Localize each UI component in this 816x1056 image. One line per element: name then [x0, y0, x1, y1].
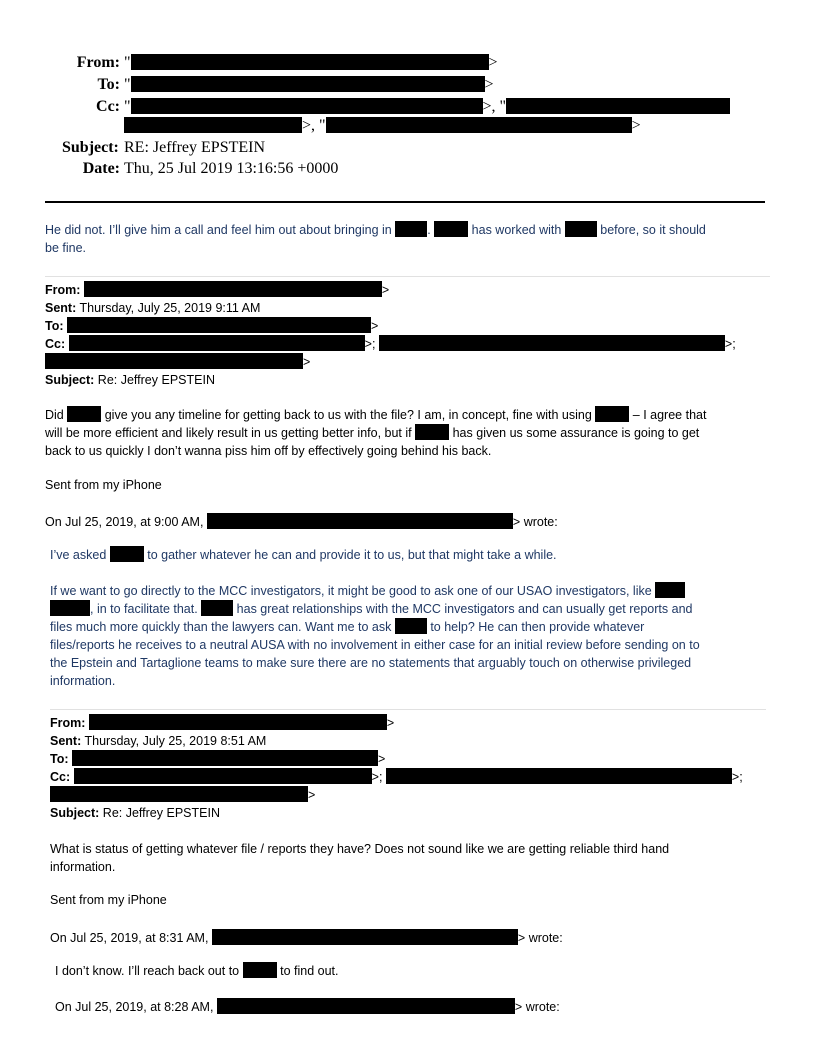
redaction-bar [434, 221, 468, 237]
message-separator [45, 276, 770, 277]
redaction-bar [212, 929, 518, 945]
subject-row: Subject: Re: Jeffrey EPSTEIN [50, 806, 220, 820]
quote-line-2: If we want to go directly to the MCC investigators, it might be good to ask one of our USAO investigators, like [50, 582, 685, 600]
redaction-bar [67, 317, 371, 333]
quote-line-1: I’ve asked to gather whatever he can and provide it to us, but that might take a while. [50, 548, 557, 562]
subject-label: Subject: [62, 139, 119, 156]
from-row: From: > [50, 716, 395, 730]
redaction-bar [74, 768, 372, 784]
quote-line-1: I don’t know. I’ll reach back out to to find out. [55, 964, 339, 978]
date-value: Thu, 25 Jul 2019 13:16:56 +0000 [124, 160, 339, 177]
reply-line-2: be fine. [45, 241, 87, 255]
quote-line-7: information. [50, 674, 116, 688]
sent-from-iphone: Sent from my iPhone [50, 893, 167, 907]
subject-row: Subject: Re: Jeffrey EPSTEIN [45, 373, 215, 387]
subject-value: RE: Jeffrey EPSTEIN [124, 139, 266, 156]
redaction-bar [565, 221, 597, 237]
from-value: " > [124, 54, 498, 71]
sent-row: Sent: Thursday, July 25, 2019 9:11 AM [45, 301, 261, 315]
cc-label: Cc: [96, 98, 120, 115]
from-label: From: [76, 54, 120, 71]
redaction-bar [207, 513, 513, 529]
redaction-bar [131, 54, 489, 70]
body-line-2: information. [50, 860, 116, 874]
redaction-bar [50, 786, 308, 802]
redaction-bar [506, 98, 730, 114]
from-row: From: > [45, 283, 390, 297]
redaction-bar [243, 962, 277, 978]
reply-line-1: He did not. I’ll give him a call and feel him out about bringing in . has worked with before, so it should [45, 223, 706, 237]
redaction-bar [131, 76, 485, 92]
cc-value: " >, " [124, 98, 730, 116]
redaction-bar [595, 406, 629, 422]
redaction-bar [45, 353, 303, 369]
quote-attribution: On Jul 25, 2019, at 8:28 AM, > wrote: [55, 1000, 560, 1014]
quote-line-3: , in to facilitate that. has great relationships with the MCC investigators and can usually get reports and [50, 600, 692, 618]
cc-row: Cc: >; >; [45, 337, 736, 351]
body-line-2: will be more efficient and likely result in us getting better info, but if has given us some assurance is going to get [45, 426, 700, 440]
cc-row: Cc: >; >; [50, 770, 743, 784]
sent-row: Sent: Thursday, July 25, 2019 8:51 AM [50, 734, 267, 748]
redaction-bar [69, 335, 365, 351]
redaction-bar [326, 117, 632, 133]
redaction-bar [84, 281, 382, 297]
redaction-bar [67, 406, 101, 422]
cc-row-2: > [45, 353, 310, 371]
redaction-bar [655, 582, 685, 598]
cc-value-line2: >, " > [124, 117, 641, 135]
quote-attribution: On Jul 25, 2019, at 8:31 AM, > wrote: [50, 931, 563, 945]
redaction-bar [89, 714, 387, 730]
redaction-bar [124, 117, 302, 133]
redaction-bar [415, 424, 449, 440]
redaction-bar [386, 768, 732, 784]
date-label: Date: [82, 160, 120, 177]
redaction-bar [395, 221, 427, 237]
to-row: To: > [50, 752, 386, 766]
quote-attribution: On Jul 25, 2019, at 9:00 AM, > wrote: [45, 515, 558, 529]
quote-line-5: files/reports he receives to a neutral AUSA with no involvement in either case for an initial review before sending on to [50, 638, 700, 652]
quote-line-4: files much more quickly than the lawyers can. Want me to ask to help? He can then provide whatever [50, 620, 645, 634]
body-line-3: back to us quickly I don’t wanna piss him off by effectively going behind his back. [45, 444, 492, 458]
quote-line-6: the Epstein and Tartaglione teams to make sure there are no statements that arguably touch on otherwise privileged [50, 656, 692, 670]
sent-from-iphone: Sent from my iPhone [45, 478, 162, 492]
redaction-bar [50, 600, 90, 616]
redaction-bar [395, 618, 427, 634]
cc-row-2: > [50, 786, 315, 804]
redaction-bar [72, 750, 378, 766]
body-line-1: What is status of getting whatever file / reports they have? Does not sound like we are getting reliable third hand [50, 842, 670, 856]
body-line-1: Did give you any timeline for getting back to us with the file? I am, in concept, fine with using – I agree that [45, 408, 707, 422]
redaction-bar [131, 98, 483, 114]
redaction-bar [379, 335, 725, 351]
redaction-bar [201, 600, 233, 616]
redaction-bar [217, 998, 515, 1014]
to-label: To: [97, 76, 120, 93]
message-separator [50, 709, 766, 710]
to-row: To: > [45, 319, 379, 333]
header-divider [45, 201, 765, 203]
redaction-bar [110, 546, 144, 562]
to-value: " > [124, 76, 494, 93]
